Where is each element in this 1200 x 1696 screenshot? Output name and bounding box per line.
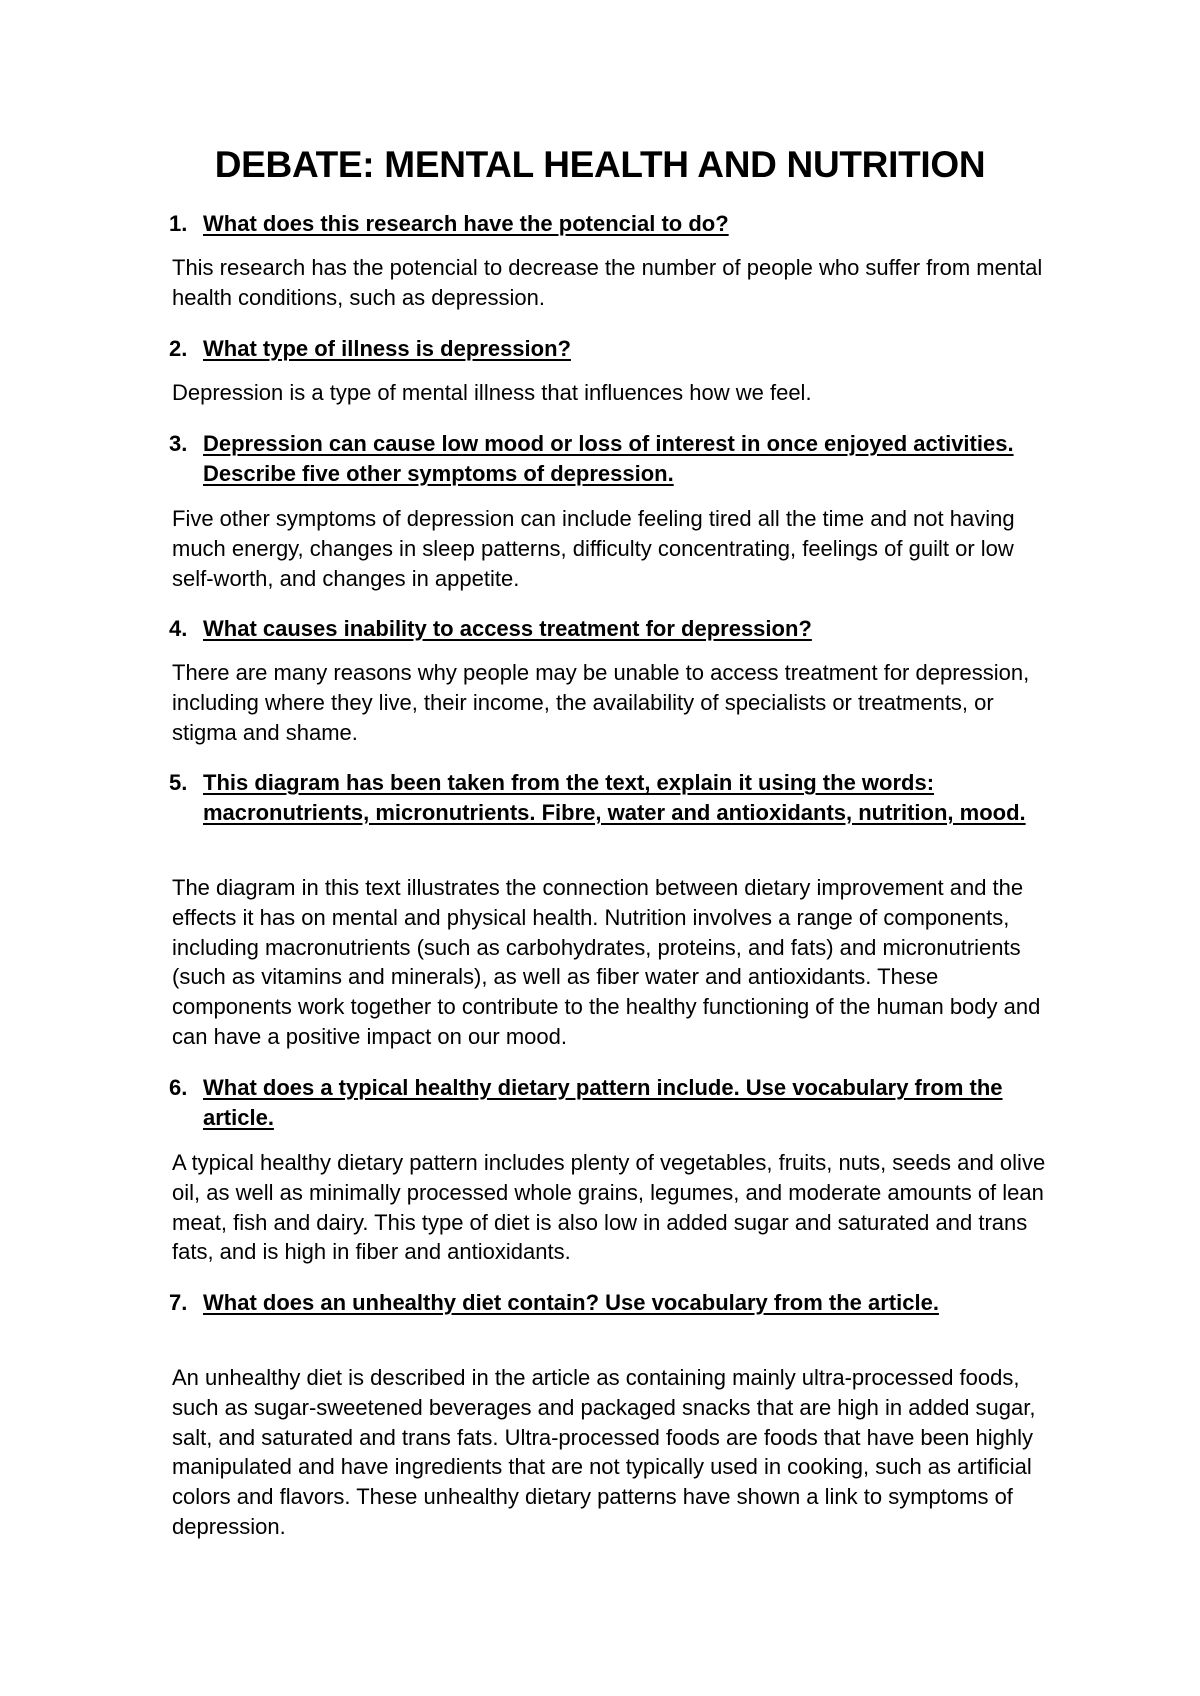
question-6 [169,1073,1063,1132]
answer-5: The diagram in this text illustrates the connection between dietary improvement and the effects it has on mental and physical health. Nutrition involves a range of components, including macronutrients (such as carbohydrates, proteins, and fats) and micronutrients (such as vitamins and minerals), as well as fiber water and antioxidants. These components work together to contribute to the healthy functioning of the human body and can have a positive impact on our mood. [172,875,1041,1049]
question-text: What does an unhealthy diet contain? Use vocabulary from the article. [203,1290,939,1315]
question-5 [169,768,1063,827]
document-title: DEBATE: MENTAL HEALTH AND NUTRITION [214,144,986,185]
question-4 [169,614,1063,644]
answer-7: An unhealthy diet is described in the article as containing mainly ultra-processed foods, such as sugar-sweetened beverages and packaged snacks that are high in added sugar, salt, and saturated and trans fats. Ultra-processed foods are foods that have been highly manipulated and have ingredients that are not typically used in cooking, such as artificial colors and flavors. These unhealthy dietary patterns have shown a link to symptoms of depression. [172,1365,1036,1539]
question-text: What causes inability to access treatment for depression? [203,616,812,641]
question-text: This diagram has been taken from the text, explain it using the words: macronutrients, micronutrients. Fibre, water and antioxidants, nutrition, mood. [203,770,1026,825]
question-text: What type of illness is depression? [203,336,571,361]
answer-6: A typical healthy dietary pattern includes plenty of vegetables, fruits, nuts, seeds and olive oil, as well as minimally processed whole grains, legumes, and moderate amounts of lean meat, fish and dairy. This type of diet is also low in added sugar and saturated and trans fats, and is high in fiber and antioxidants. [172,1150,1046,1265]
question-3 [169,429,1063,488]
question-number: 7. [169,1290,188,1315]
question-number: 4. [169,616,188,641]
question-number: 3. [169,431,188,456]
question-2 [169,334,1063,364]
question-text: Depression can cause low mood or loss of interest in once enjoyed activities. Describe five other symptoms of depression. [203,431,1014,486]
question-1 [169,209,1063,239]
answer-4: There are many reasons why people may be unable to access treatment for depression, including where they live, their income, the availability of specialists or treatments, or stigma and shame. [172,660,1030,745]
question-number: 2. [169,336,188,361]
question-number: 5. [169,770,188,795]
question-text: What does a typical healthy dietary pattern include. Use vocabulary from the article. [203,1075,1003,1130]
answer-3: Five other symptoms of depression can include feeling tired all the time and not having much energy, changes in sleep patterns, difficulty concentrating, feelings of guilt or low self-worth, and changes in appetite. [172,506,1015,591]
question-text: What does this research have the potencial to do? [203,211,729,236]
answer-1: This research has the potencial to decrease the number of people who suffer from mental health conditions, such as depression. [172,255,1043,310]
question-number: 6. [169,1075,188,1100]
question-number: 1. [169,211,188,236]
answer-2: Depression is a type of mental illness that influences how we feel. [172,380,812,405]
question-7 [169,1288,1063,1318]
